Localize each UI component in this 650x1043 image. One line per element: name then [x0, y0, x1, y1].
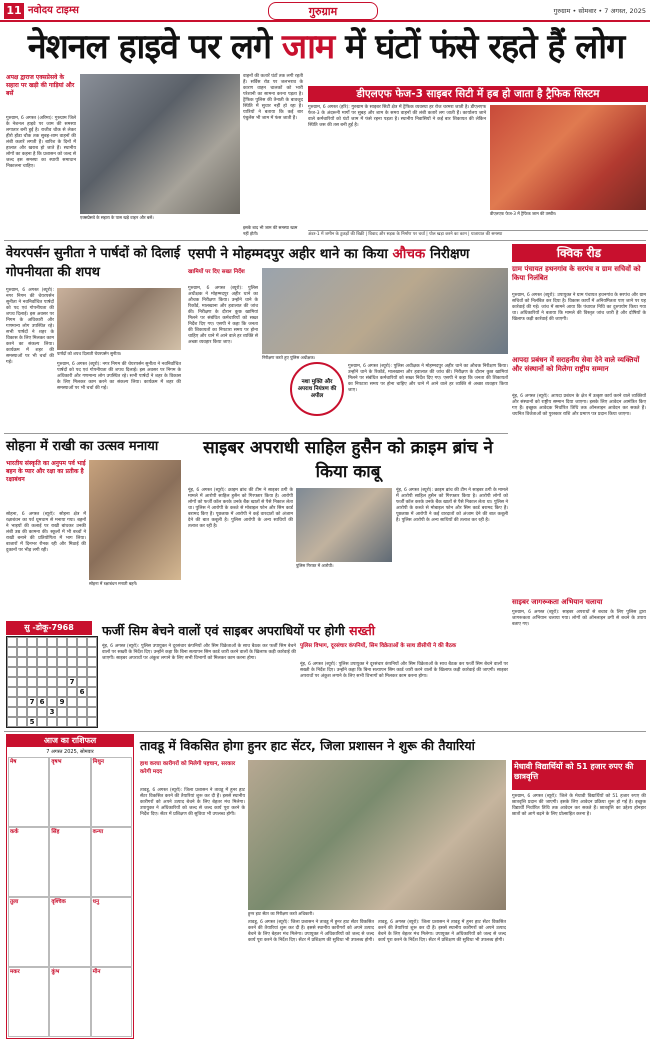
sudoku-cell [47, 657, 57, 667]
sudoku-cell [67, 697, 77, 707]
sudoku-cell [87, 637, 97, 647]
fake-sim-text: नूंह, 6 अगस्त (ब्यूरो): पुलिस उपायुक्त ने दूरसंचार कंपनियों और सिम विक्रेताओं के साथ बैठक कर फर्जी सिम बेचने वालों पर सख्ती के निर्देश दिए। उन्होंने कहा कि बिना सत्यापन सिम कार्ड जारी करने वालों के खिलाफ कड़ी कार्रवाई की जाएगी। साइबर अपराधों पर अंकुश लगाने के लिए सभी विभागों को मिलकर काम करना होगा। [102, 644, 296, 661]
sudoku-cell [27, 637, 37, 647]
sudoku-cell [17, 657, 27, 667]
tavdu-text: तावडू, 6 अगस्त (ब्यूरो): जिला प्रशासन ने तावडू में हुनर हाट सेंटर विकसित करने की तैयारियां शुरू कर दी हैं। इससे स्थानीय कारीगरों को अपने उत्पाद बेचने के लिए बेहतर मंच मिलेगा। उपायुक्त ने अधिकारियों को जल्द से जल्द कार्य पूरा करने के निर्देश दिए। सेंटर में प्रशिक्षण की सुविधा भी उपलब्ध होगी। [140, 788, 245, 817]
sudoku-cell: 7 [27, 697, 37, 707]
fake-sim-text-2: नूंह, 6 अगस्त (ब्यूरो): पुलिस उपायुक्त ने दूरसंचार कंपनियों और सिम विक्रेताओं के साथ बैठक कर फर्जी सिम बेचने वालों पर सख्ती के निर्देश दिए। उन्होंने कहा कि बिना सत्यापन सिम कार्ड जारी करने वालों के खिलाफ कड़ी कार्रवाई की जाएगी। साइबर अपराधों पर अंकुश लगाने के लिए सभी विभागों को मिलकर काम करना होगा। [300, 662, 508, 679]
rashifal-sign-name: वृषभ [51, 759, 62, 765]
cyber-headline: साइबर अपराधी साहिल हुसैन को क्राइम ब्रांच ने किया काबू [203, 438, 493, 482]
tavdu-kicker: हाथ करघा कारीगरों को मिलेगी पहचान, सरकार करेगी मदद [140, 761, 236, 775]
sudoku-grid [6, 636, 98, 728]
masthead [0, 0, 650, 22]
sudoku-cell [67, 707, 77, 717]
quick-read-text-3: गुरुग्राम, 6 अगस्त (ब्यूरो): साइबर अपराधों से बचाव के लिए पुलिस द्वारा जागरूकता अभियान चलाया गया। लोगों को ऑनलाइन ठगी से बचने के उपाय बताए गए। [512, 610, 646, 627]
tavdu-headline: तावडू में विकसित होगा हुनर हाट सेंटर, जिला प्रशासन ने शुरू की तैयारियां [140, 738, 475, 753]
quick-read-text-1: गुरुग्राम, 6 अगस्त (ब्यूरो): उपायुक्त ने ग्राम पंचायत हथनगांव के सरपंच और ग्राम सचिवों को निलंबित कर दिया है। विकास कार्यों में अनियमितता पाए जाने पर यह कार्रवाई की गई। जांच में सामने आया कि पंचायत निधि का दुरुपयोग किया गया था। अधिकारियों ने बताया कि मामले की विस्तृत जांच जारी है और दोषियों के खिलाफ कड़ी कार्रवाई की जाएगी। [512, 293, 646, 322]
sudoku-cell [77, 657, 87, 667]
sudoku-cell [57, 687, 67, 697]
sudoku-cell [67, 637, 77, 647]
dlf-photo [490, 105, 646, 210]
sudoku-cell [17, 697, 27, 707]
rashifal-sign-name: वृश्चिक [51, 899, 66, 905]
sudoku-cell [47, 637, 57, 647]
tavdu-caption: हुनर हाट सेंटर का निरीक्षण करते अधिकारी। [248, 911, 314, 916]
sp-text: गुरुग्राम, 6 अगस्त (ब्यूरो): पुलिस अधीक्षक ने मोहम्मदपुर अहीर थाने का औचक निरीक्षण किया। उन्होंने थाने के रिकॉर्ड, मालखाना और हवालात की जांच की। निरीक्षण के दौरान कुछ खामियां मिलने पर संबंधित कर्मचारियों को सख्त निर्देश दिए गए। एसपी ने कहा कि जनता की शिकायतों का निपटारा समय पर होना चाहिए और थाने में आने वाले हर व्यक्ति से अच्छा व्यवहार किया जाए। [188, 286, 258, 345]
sudoku-cell [77, 697, 87, 707]
paper-name: नवोदय टाइम्स [28, 5, 79, 16]
sudoku-cell [67, 667, 77, 677]
sudoku-cell [27, 657, 37, 667]
fake-sim-kicker: पुलिस विभाग, दूरसंचार कंपनियों, सिम विक्रेताओं के साथ डीसीपी ने की बैठक [300, 643, 457, 649]
lead-headline-post: में घंटों फंसे रहते हैं लोग [345, 27, 625, 67]
rashifal-sign-name: धनु [92, 899, 100, 905]
tavdu-text-2: तावडू, 6 अगस्त (ब्यूरो): जिला प्रशासन ने तावडू में हुनर हाट सेंटर विकसित करने की तैयारियां शुरू कर दी हैं। इससे स्थानीय कारीगरों को अपने उत्पाद बेचने के लिए बेहतर मंच मिलेगा। उपायुक्त ने अधिकारियों को जल्द से जल्द कार्य पूरा करने के निर्देश दिए। सेंटर में प्रशिक्षण की सुविधा भी उपलब्ध होगी। [248, 920, 374, 943]
sp-headline [188, 244, 508, 264]
quick-read-headline-2: आपदा प्रबंधन में सराहनीय सेवा देने वाले व्यक्तियों और संस्थानों को मिलेगा राष्ट्रीय सम्मान [512, 356, 640, 373]
sudoku-cell [47, 647, 57, 657]
quick-read-headline-3: साइबर जागरूकता अभियान चलाया [512, 598, 603, 606]
cyber-text-2: नूंह, 6 अगस्त (ब्यूरो): क्राइम ब्रांच की टीम ने साइबर ठगी के मामले में आरोपी साहिल हुसैन को गिरफ्तार किया है। आरोपी लोगों को फर्जी कॉल करके उनके बैंक खातों से पैसे निकाल लेता था। पुलिस ने आरोपी के कब्जे से मोबाइल फोन और सिम कार्ड बरामद किए हैं। पूछताछ में आरोपी ने कई वारदातों को अंजाम देने की बात कबूली है। पुलिस आरोपी के अन्य साथियों की तलाश कर रही है। [396, 488, 508, 523]
bar-item-4: यातायात की समस्या [470, 232, 503, 237]
rashifal-sign [49, 897, 90, 967]
rashifal-sign-name: मकर [10, 969, 20, 975]
rashifal-sign-name: कर्क [10, 829, 19, 835]
sudoku-cell [7, 707, 17, 717]
dlf-text-1: गुरुग्राम, 6 अगस्त (हरि): गुरुग्राम के साइबर सिटी क्षेत्र में ट्रैफिक व्यवस्था हर रोज चरमरा जाती है। डीएलएफ फेज-3 के अंदरूनी मार्गों पर सुबह और शाम के समय वाहनों की लंबी कतारें लग जाती हैं। कार्यालय जाने वाले कर्मचारियों को घंटों जाम में फंसे रहना पड़ता है। स्थानीय निवासियों ने कई बार शिकायत की लेकिन स्थिति जस की तस बनी हुई है। [308, 105, 486, 128]
rashifal-sign [91, 897, 132, 967]
sudoku-cell: 6 [77, 687, 87, 697]
sudoku-cell [27, 687, 37, 697]
sudoku-cell [27, 647, 37, 657]
sudoku-cell [7, 637, 17, 647]
sudoku-cell [37, 657, 47, 667]
sudoku-cell [87, 677, 97, 687]
sudoku-cell [27, 667, 37, 677]
rashifal-sign-name: सिंह [51, 829, 60, 835]
sudoku-cell [7, 647, 17, 657]
sp-photo [262, 268, 508, 354]
sudoku-cell [87, 647, 97, 657]
sudoku-cell [7, 677, 17, 687]
cyber-caption: पुलिस गिरफ्त में आरोपी। [296, 563, 334, 568]
sudoku-cell [47, 677, 57, 687]
sunita-caption: पार्षदों को शपथ दिलाती चेयरपर्सन सुनीता। [57, 351, 122, 356]
sudoku-cell [57, 677, 67, 687]
sunita-text: गुरुग्राम, 6 अगस्त (ब्यूरो): नगर निगम की चेयरपर्सन सुनीता ने नवनिर्वाचित पार्षदों को पद एवं गोपनीयता की शपथ दिलाई। इस अवसर पर निगम के अधिकारी और गणमान्य लोग उपस्थित रहे। सभी पार्षदों ने शहर के विकास के लिए मिलकर काम करने का संकल्प लिया। कार्यक्रम में शहर की समस्याओं पर भी चर्चा की गई। [6, 288, 54, 365]
edition: गुरुग्राम [553, 7, 571, 15]
quick-read-text-2: नूंह, 6 अगस्त (ब्यूरो): आपदा प्रबंधन के क्षेत्र में उत्कृष्ट कार्य करने वाले व्यक्तियों और संस्थानों को राष्ट्रीय सम्मान दिया जाएगा। इसके लिए आवेदन आमंत्रित किए गए हैं। इच्छुक आवेदक निर्धारित तिथि तक ऑनलाइन आवेदन कर सकते हैं। चयनित विजेताओं को पुरस्कार राशि और प्रमाण पत्र प्रदान किया जाएगा। [512, 394, 646, 417]
sudoku-cell [27, 677, 37, 687]
sudoku-cell [37, 677, 47, 687]
sudoku-label: सु -डोकू-7968 [6, 621, 92, 635]
sudoku-cell [7, 717, 17, 727]
sudoku-cell [87, 697, 97, 707]
lead-headline-pre: नेशनल हाइवे पर लगे [27, 27, 272, 67]
sudoku-cell [37, 707, 47, 717]
sudoku-cell [57, 717, 67, 727]
sudoku-cell [37, 647, 47, 657]
sudoku-cell [77, 717, 87, 727]
day: सोमवार [578, 7, 597, 15]
sudoku-cell [77, 637, 87, 647]
sp-quote: नशा मुक्ति और अपराध नियंत्रण की अपील [297, 378, 337, 399]
bar-item-3: पोल खड़ा करने का काम [429, 232, 467, 237]
sp-text-2: गुरुग्राम, 6 अगस्त (ब्यूरो): पुलिस अधीक्षक ने मोहम्मदपुर अहीर थाने का औचक निरीक्षण किया। उन्होंने थाने के रिकॉर्ड, मालखाना और हवालात की जांच की। निरीक्षण के दौरान कुछ खामियां मिलने पर संबंधित कर्मचारियों को सख्त निर्देश दिए गए। एसपी ने कहा कि जनता की शिकायतों का निपटारा समय पर होना चाहिए और थाने में आने वाले हर व्यक्ति से अच्छा व्यवहार किया जाए। [348, 364, 508, 393]
rashifal-sign-name: मीन [92, 969, 101, 975]
sp-quote-circle [290, 362, 344, 416]
sudoku-cell [77, 707, 87, 717]
sudoku-cell [87, 717, 97, 727]
sudoku-cell: 7 [67, 677, 77, 687]
sudoku-cell [17, 687, 27, 697]
sudoku-cell [67, 657, 77, 667]
sudoku-cell [7, 657, 17, 667]
lead-column-1: गुरुग्राम, 6 अगस्त (अरिमा): गुरुग्राम जिले के नेशनल हाइवे पर जाम की समस्या लगातार बनी हुई है। राजीव चौक से लेकर हीरो होंडा चौक तक सुबह-शाम वाहनों की लंबी कतारें लगती हैं। बारिश के दिनों में हालात और खराब हो जाते हैं। स्थानीय लोगों का कहना है कि प्रशासन को जल्द से जल्द इस समस्या का स्थायी समाधान निकालना चाहिए। [6, 116, 76, 169]
sudoku-cell [37, 717, 47, 727]
quick-read-headline-1: ग्राम पंचायत हथनगांव के सरपंच व ग्राम सचिवों को किया निलंबित [512, 265, 641, 282]
lead-photo-1-caption: एक्सप्रेसवे के सहारा के पास खड़े वाहन और बसें। [80, 215, 154, 220]
rashifal-sign-name: कन्या [92, 829, 104, 835]
city-name: गुरुग्राम [268, 2, 378, 20]
sudoku-cell [47, 717, 57, 727]
rashifal-sign-name: कुंभ [51, 969, 60, 975]
sudoku-cell [87, 657, 97, 667]
sudoku-cell [7, 697, 17, 707]
sudoku-cell [17, 647, 27, 657]
sudoku-cell [37, 667, 47, 677]
divider [4, 731, 646, 732]
sudoku-cell [47, 667, 57, 677]
sudoku-cell [7, 667, 17, 677]
fake-sim-headline-highlight: सख्ती [349, 623, 375, 638]
sudoku-cell: 3 [47, 707, 57, 717]
bar-item-2: विवाद और सड़क के निर्माण पर चर्चा [368, 232, 425, 237]
sudoku-cell [17, 667, 27, 677]
sudoku-cell: 6 [37, 697, 47, 707]
rashifal-sign [8, 757, 49, 827]
sudoku-cell [47, 697, 57, 707]
sudoku-cell [57, 667, 67, 677]
divider [4, 433, 508, 434]
sudoku-cell [17, 707, 27, 717]
rashifal-sign-name: मेष [10, 759, 17, 765]
sunita-headline: वेयरपर्सन सुनीता ने पार्षदों को दिलाई गोपनीयता की शपथ [6, 246, 181, 280]
sudoku-cell [87, 687, 97, 697]
sohna-quote: भारतीय संस्कृति का अनुपम पर्व भाई बहन के प्यार और रक्षा का प्रतीक है रक्षाबंधन [6, 460, 86, 483]
rashifal-title: आज का राशिफल [7, 735, 133, 747]
rashifal-sign [91, 967, 132, 1037]
sudoku-cell [47, 687, 57, 697]
rashifal-box [6, 734, 134, 1039]
date: 7 अगस्त, 2025 [604, 7, 646, 15]
sudoku-cell [37, 687, 47, 697]
rashifal-grid [8, 757, 132, 1037]
medhavi-headline: मेधावी विद्यार्थियों को 51 हजार रुपए की छात्रवृत्ति [512, 760, 646, 790]
edition-line: गुरुग्राम • सोमवार • 7 अगस्त, 2025 [553, 7, 646, 15]
sunita-photo [57, 288, 181, 350]
sp-kicker: खामियों पर दिए सख्त निर्देश [188, 269, 245, 275]
sudoku-cell [27, 707, 37, 717]
sudoku-cell [77, 677, 87, 687]
sudoku-cell [57, 657, 67, 667]
sudoku-cell [77, 647, 87, 657]
rashifal-sign-name: तुला [10, 899, 19, 905]
dlf-bottom-bar: अंडर-1 में जमीन के टुकड़ों की बिक्री | विवाद और सड़क के निर्माण पर चर्चा | पोल खड़ा करने का काम | यातायात की समस्या [308, 230, 648, 238]
sudoku-cell [57, 647, 67, 657]
sunita-text-2: गुरुग्राम, 6 अगस्त (ब्यूरो): नगर निगम की चेयरपर्सन सुनीता ने नवनिर्वाचित पार्षदों को पद एवं गोपनीयता की शपथ दिलाई। इस अवसर पर निगम के अधिकारी और गणमान्य लोग उपस्थित रहे। सभी पार्षदों ने शहर के विकास के लिए मिलकर काम करने का संकल्प लिया। कार्यक्रम में शहर की समस्याओं पर भी चर्चा की गई। [57, 362, 181, 391]
sudoku-cell [87, 707, 97, 717]
lead-side-caption: इसके बाद भी जाम की समस्या खत्म नहीं होती। [243, 225, 298, 236]
rashifal-sign [91, 757, 132, 827]
tavdu-text-3: तावडू, 6 अगस्त (ब्यूरो): जिला प्रशासन ने तावडू में हुनर हाट सेंटर विकसित करने की तैयारियां शुरू कर दी हैं। इससे स्थानीय कारीगरों को अपने उत्पाद बेचने के लिए बेहतर मंच मिलेगा। उपायुक्त ने अधिकारियों को जल्द से जल्द कार्य पूरा करने के निर्देश दिए। सेंटर में प्रशिक्षण की सुविधा भी उपलब्ध होगी। [378, 920, 506, 943]
cyber-photo [296, 488, 392, 562]
rashifal-sign [8, 897, 49, 967]
bar-item-1: अंडर-1 में जमीन के टुकड़ों की बिक्री [308, 232, 365, 237]
sp-headline-highlight: औचक [392, 246, 426, 262]
sp-caption: निरीक्षण करते हुए पुलिस अधीक्षक। [262, 355, 316, 360]
sohna-photo [89, 460, 181, 580]
sp-headline-post: निरीक्षण [430, 246, 470, 262]
lead-column-2: वाहनों की कतारें घंटों तक लगी रहती हैं। सर्विस रोड पर जलभराव के कारण वाहन चालकों को भारी परेशानी का सामना करना पड़ता है। ट्रैफिक पुलिस की तैनाती के बावजूद स्थिति में सुधार नहीं हो रहा है। यात्रियों ने बताया कि कई बार एंबुलेंस भी जाम में फंस जाती हैं। [243, 74, 304, 121]
fake-sim-headline-pre: फर्जी सिम बेचने वालों एवं साइबर अपराधियों पर होगी [102, 623, 345, 638]
sudoku-cell [57, 707, 67, 717]
rashifal-sign-name: मिथुन [92, 759, 104, 765]
lead-headline [6, 25, 646, 69]
fake-sim-headline [102, 621, 508, 641]
dlf-caption: डीएलएफ फेज-3 में ट्रैफिक जाम की तस्वीर। [490, 211, 557, 216]
lead-headline-highlight: जाम [281, 27, 335, 67]
dlf-headline: डीएलएफ फेज-3 साइबर सिटी में हब हो जाता है ट्रैफिक सिस्टम [308, 86, 648, 102]
sudoku-cell [67, 717, 77, 727]
quick-read-title: क्विक रीड [512, 244, 646, 262]
sudoku-cell [67, 687, 77, 697]
rashifal-sign [91, 827, 132, 897]
rashifal-sign [8, 827, 49, 897]
lead-photo-1 [80, 74, 240, 214]
sudoku-cell [57, 637, 67, 647]
sudoku-cell [17, 677, 27, 687]
medhavi-text: गुरुग्राम, 6 अगस्त (ब्यूरो): जिले के मेधावी विद्यार्थियों को 51 हजार रुपए की छात्रवृत्ति प्रदान की जाएगी। इसके लिए आवेदन प्रक्रिया शुरू हो गई है। इच्छुक विद्यार्थी निर्धारित तिथि तक आवेदन कर सकते हैं। छात्रवृत्ति का उद्देश्य होनहार छात्रों को आगे बढ़ने के लिए प्रोत्साहित करना है। [512, 794, 646, 817]
sudoku-cell: 5 [27, 717, 37, 727]
sudoku-cell [77, 667, 87, 677]
sudoku-cell [87, 667, 97, 677]
sudoku-cell [7, 687, 17, 697]
lead-kicker: अपक्ष द्वाराज एक्सप्रेसवे के सहारा पर खड़ी की गाड़ियां और बसें [6, 74, 75, 97]
rashifal-sign [49, 827, 90, 897]
sudoku-cell [17, 637, 27, 647]
rashifal-sign [8, 967, 49, 1037]
divider [4, 240, 646, 241]
sohna-text: सोहना, 6 अगस्त (ब्यूरो): सोहना क्षेत्र में रक्षाबंधन का पर्व धूमधाम से मनाया गया। बहनों ने भाइयों की कलाई पर राखी बांधकर उनकी लंबी उम्र की कामना की। स्कूलों में भी बच्चों ने राखी बनाने की प्रतियोगिता में भाग लिया। बाजारों में दिनभर रौनक रही और मिठाई की दुकानों पर भीड़ लगी रही। [6, 512, 86, 553]
cyber-text: नूंह, 6 अगस्त (ब्यूरो): क्राइम ब्रांच की टीम ने साइबर ठगी के मामले में आरोपी साहिल हुसैन को गिरफ्तार किया है। आरोपी लोगों को फर्जी कॉल करके उनके बैंक खातों से पैसे निकाल लेता था। पुलिस ने आरोपी के कब्जे से मोबाइल फोन और सिम कार्ड बरामद किए हैं। पूछताछ में आरोपी ने कई वारदातों को अंजाम देने की बात कबूली है। पुलिस आरोपी के अन्य साथियों की तलाश कर रही है। [188, 488, 293, 529]
rashifal-sign [49, 967, 90, 1037]
rashifal-sign [49, 757, 90, 827]
sohna-headline: सोहना में राखी का उत्सव मनाया [6, 439, 159, 454]
sp-headline-pre: एसपी ने मोहम्मदपुर अहीर थाने का किया [188, 246, 388, 262]
sohna-caption: सोहना में रक्षाबंधन मनाती बहनें। [89, 581, 138, 586]
sudoku-cell: 9 [57, 697, 67, 707]
sudoku-cell [37, 637, 47, 647]
rashifal-date: 7 अगस्त 2025, सोमवार [46, 749, 94, 755]
sudoku-cell [17, 717, 27, 727]
sudoku-cell [67, 647, 77, 657]
page-number: 11 [4, 3, 24, 19]
tavdu-photo [248, 760, 506, 910]
